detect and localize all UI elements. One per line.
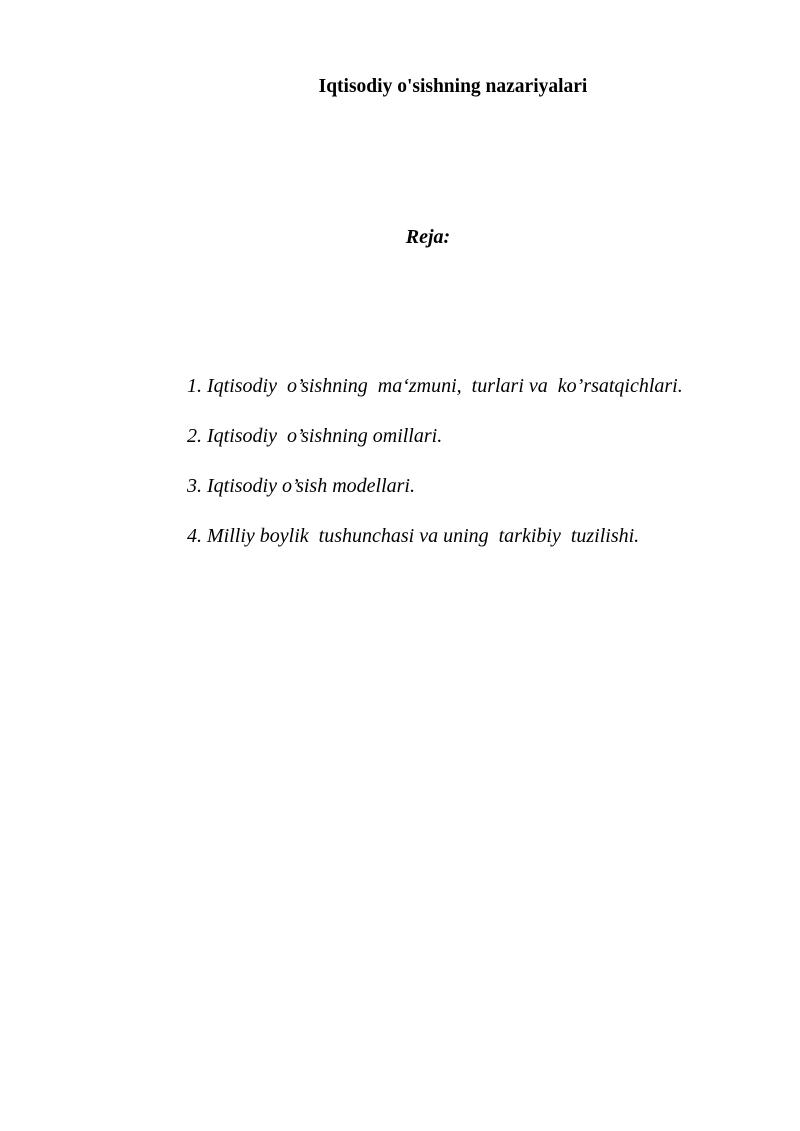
plan-item-1: 1. Iqtisodiy o’sishning ma‘zmuni, turlari va ko’rsatqichlari. <box>187 375 683 397</box>
plan-heading: Reja: <box>405 226 451 248</box>
plan-item-4: 4. Milliy boylik tushunchasi va uning tarkibiy tuzilishi. <box>187 525 640 547</box>
plan-item-2: 2. Iqtisodiy o’sishning omillari. <box>187 425 443 447</box>
plan-item-3: 3. Iqtisodiy o’sish modellari. <box>187 475 415 497</box>
page-title: Iqtisodiy o'sishning nazariyalari <box>318 76 588 97</box>
plan-list <box>187 372 683 572</box>
